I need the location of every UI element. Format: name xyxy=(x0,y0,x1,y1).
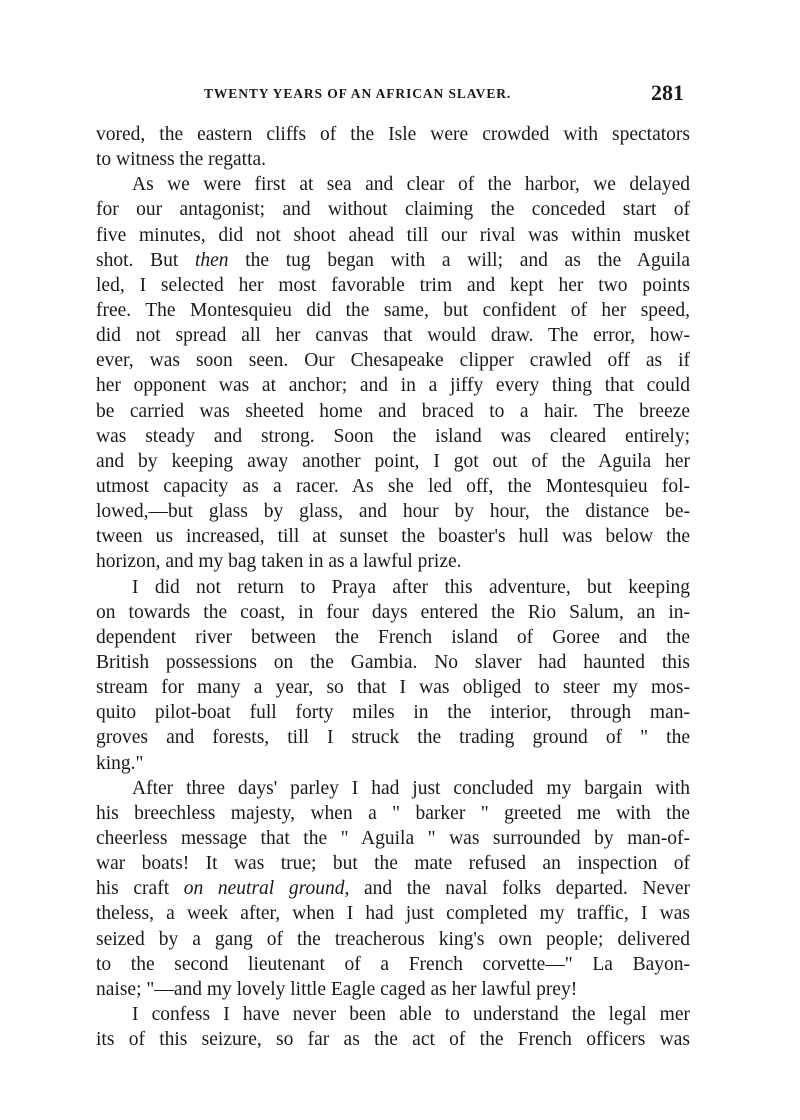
text-line xyxy=(96,122,690,147)
line-text: ever, was soon seen. Our Chesapeake clipper crawled off as if xyxy=(96,350,690,372)
text-line xyxy=(96,977,690,1002)
line-text: dependent river between the French island of Goree and the xyxy=(96,626,690,648)
line-text: his craft xyxy=(96,878,184,900)
line-text: the tug began with a will; and as the Aguila xyxy=(228,249,690,271)
line-text: and by keeping away another point, I got out of the Aguila her xyxy=(96,450,690,472)
text-line xyxy=(96,273,690,298)
text-line xyxy=(96,223,690,248)
text-line xyxy=(96,927,690,952)
text-line xyxy=(96,851,690,876)
text-line xyxy=(96,625,690,650)
line-text: I did not return to Praya after this adventure, but keeping xyxy=(132,576,690,598)
line-text: her opponent was at anchor; and in a jiffy every thing that could xyxy=(96,375,690,397)
line-text: did not spread all her canvas that would draw. The error, how- xyxy=(96,325,690,347)
line-text: theless, a week after, when I had just completed my traffic, I was xyxy=(96,903,690,925)
text-line xyxy=(96,248,690,273)
text-line xyxy=(96,1002,690,1027)
text-line xyxy=(96,952,690,977)
text-line xyxy=(96,549,690,574)
line-text: on towards the coast, in four days entered the Rio Salum, an in- xyxy=(96,601,690,623)
text-line xyxy=(96,373,690,398)
text-line xyxy=(96,399,690,424)
line-text: As we were first at sea and clear of the harbor, we delayed xyxy=(132,174,690,196)
text-line xyxy=(96,524,690,549)
text-line xyxy=(96,172,690,197)
text-line xyxy=(96,901,690,926)
line-text: lowed,—but glass by glass, and hour by hour, the distance be- xyxy=(96,501,690,523)
line-text: horizon, and my bag taken in as a lawful prize. xyxy=(96,551,462,573)
line-text: groves and forests, till I struck the trading ground of " the xyxy=(96,727,690,749)
text-line xyxy=(96,147,690,172)
line-text: to the second lieutenant of a French corvette—" La Bayon- xyxy=(96,953,690,975)
line-text: After three days' parley I had just concluded my bargain with xyxy=(132,777,690,799)
text-line xyxy=(96,801,690,826)
line-text: was steady and strong. Soon the island was cleared entirely; xyxy=(96,425,690,447)
text-line xyxy=(96,826,690,851)
italic-text: on neutral ground xyxy=(183,878,345,900)
line-text: stream for many a year, so that I was obliged to steer my mos- xyxy=(96,677,690,699)
text-line xyxy=(96,474,690,499)
text-line xyxy=(96,348,690,373)
text-line xyxy=(96,675,690,700)
line-text: shot. But xyxy=(96,249,195,271)
text-line xyxy=(96,197,690,222)
line-text: seized by a gang of the treacherous king's own people; delivered xyxy=(96,928,690,950)
line-text: king." xyxy=(96,752,144,774)
line-text: utmost capacity as a racer. As she led off, the Montesquieu fol- xyxy=(96,475,690,497)
text-line xyxy=(96,449,690,474)
running-head xyxy=(96,82,690,106)
line-text: vored, the eastern cliffs of the Isle were crowded with spectators xyxy=(96,124,690,145)
line-text: I confess I have never been able to understand the legal mer xyxy=(132,1003,690,1025)
text-line xyxy=(96,876,690,901)
text-line xyxy=(96,751,690,776)
running-title: TWENTY YEARS OF AN AFRICAN SLAVER. xyxy=(204,86,512,101)
text-line xyxy=(96,650,690,675)
line-text: to witness the regatta. xyxy=(96,149,267,171)
italic-text: then xyxy=(194,249,229,271)
line-text: his breechless majesty, when a " barker " greeted me with the xyxy=(96,802,690,824)
page-number: 281 xyxy=(651,80,684,105)
text-line xyxy=(96,499,690,524)
line-text: be carried was sheeted home and braced to a hair. The breeze xyxy=(96,400,690,422)
line-text: tween us increased, till at sunset the boaster's hull was below the xyxy=(96,526,690,548)
text-line xyxy=(96,575,690,600)
text-line xyxy=(96,323,690,348)
line-text: British possessions on the Gambia. No slaver had haunted this xyxy=(96,651,690,673)
line-text: quito pilot-boat full forty miles in the interior, through man- xyxy=(96,702,690,724)
line-text: its of this seizure, so far as the act of the French officers was xyxy=(96,1029,690,1051)
text-line xyxy=(96,298,690,323)
text-line xyxy=(96,725,690,750)
line-text: , and the naval folks departed. Never xyxy=(344,878,690,900)
line-text: five minutes, did not shoot ahead till our rival was within musket xyxy=(96,224,690,246)
line-text: naise; "—and my lovely little Eagle caged as her lawful prey! xyxy=(96,978,578,1000)
text-line xyxy=(96,1027,690,1052)
text-line xyxy=(96,700,690,725)
body-text xyxy=(96,122,690,1052)
line-text: cheerless message that the " Aguila " was surrounded by man-of- xyxy=(96,827,690,849)
text-line xyxy=(96,776,690,801)
line-text: war boats! It was true; but the mate refused an inspection of xyxy=(96,853,690,875)
line-text: led, I selected her most favorable trim and kept her two points xyxy=(96,274,690,296)
text-line xyxy=(96,600,690,625)
line-text: free. The Montesquieu did the same, but confident of her speed, xyxy=(96,299,690,321)
line-text: for our antagonist; and without claiming the conceded start of xyxy=(96,199,690,221)
text-line xyxy=(96,424,690,449)
